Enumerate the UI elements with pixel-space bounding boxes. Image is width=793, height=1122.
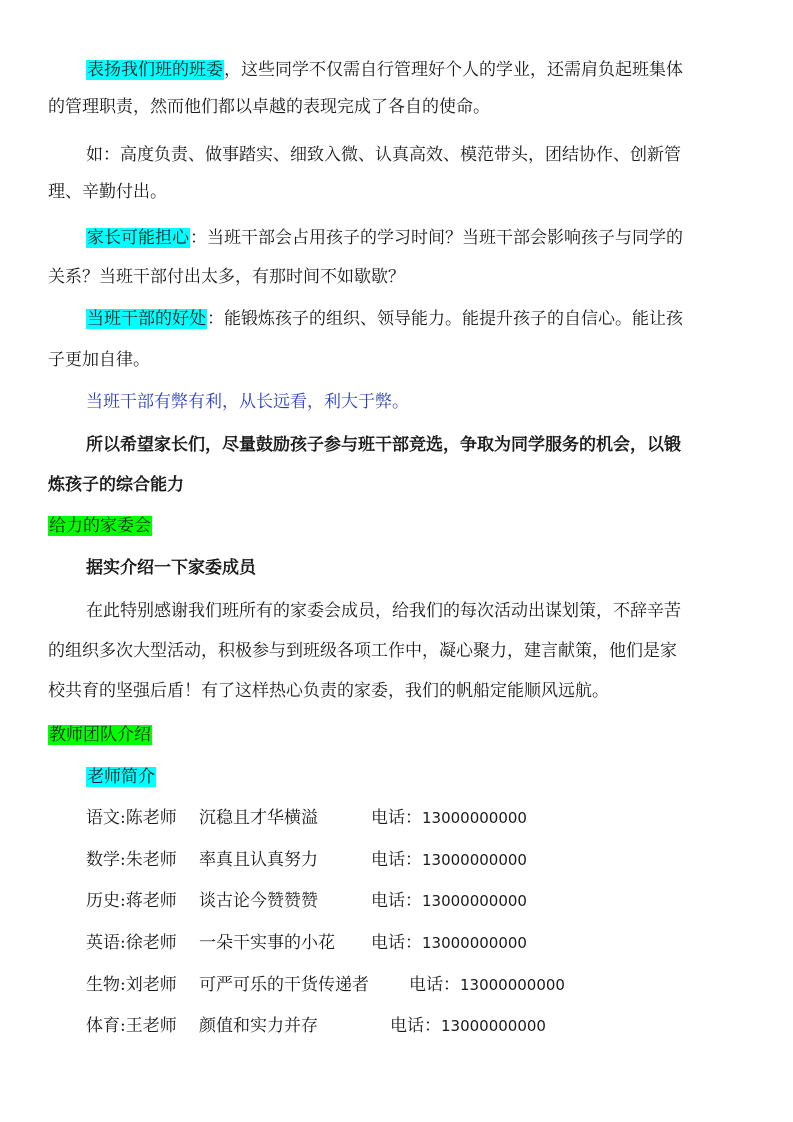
committee-section-title <box>48 511 152 541</box>
teacher-row <box>86 970 565 1000</box>
teacher-phone-label: 电话： <box>371 850 422 870</box>
teacher-subject: 语文:陈老师 <box>86 808 177 828</box>
committee-paragraph-line-3: 校共育的坚强后盾！有了这样热心负责的家委，我们的帆船定能顺风远航。 <box>48 681 609 701</box>
teacher-phone-label: 电话： <box>371 933 422 953</box>
teacher-description: 可严可乐的干货传递者 <box>199 975 369 995</box>
teachers-subtitle-highlight: 老师简介 <box>87 767 155 787</box>
benefits-line-2: 子更加自律。 <box>48 350 150 370</box>
praise-paragraph-line-2: 的管理职责，然而他们都以卓越的表现完成了各自的使命。 <box>48 97 490 117</box>
praise-paragraph-line-1 <box>86 55 683 85</box>
parents-worry-line-1 <box>86 223 683 253</box>
teacher-row <box>86 1011 546 1041</box>
benefits-line-1 <box>86 304 683 334</box>
teachers-subtitle <box>86 762 156 792</box>
teacher-phone-label: 电话： <box>390 1016 441 1036</box>
teacher-phone-label: 电话： <box>371 808 422 828</box>
benefits-highlight: 当班干部的好处 <box>87 309 206 329</box>
teacher-subject: 数学:朱老师 <box>86 850 177 870</box>
teacher-phone: 13000000000 <box>422 934 527 952</box>
teacher-description: 沉稳且才华横溢 <box>199 808 318 828</box>
praise-text: ，这些同学不仅需自行管理好个人的学业，还需肩负起班集体 <box>224 60 683 80</box>
committee-paragraph-line-1: 在此特别感谢我们班所有的家委会成员，给我们的每次活动出谋划策，不辞辛苦 <box>86 601 681 621</box>
teacher-subject: 英语:徐老师 <box>86 933 177 953</box>
teacher-row <box>86 845 527 875</box>
teacher-row <box>86 886 527 916</box>
pros-cons-summary: 当班干部有弊有利，从长远看，利大于弊。 <box>86 392 409 412</box>
parents-worry-line-2: 关系？当班干部付出太多，有那时间不如歇歇？ <box>48 267 405 287</box>
teacher-phone: 13000000000 <box>441 1017 546 1035</box>
teacher-subject: 生物:刘老师 <box>86 975 177 995</box>
teacher-subject: 体育:王老师 <box>86 1016 177 1036</box>
teacher-phone: 13000000000 <box>460 976 565 994</box>
teacher-phone-label: 电话： <box>409 975 460 995</box>
teacher-row <box>86 803 527 833</box>
encourage-line-2: 炼孩子的综合能力 <box>48 475 184 495</box>
committee-paragraph-line-2: 的组织多次大型活动，积极参与到班级各项工作中，凝心聚力，建言献策，他们是家 <box>48 641 677 661</box>
parents-worry-text: ：当班干部会占用孩子的学习时间？当班干部会影响孩子与同学的 <box>190 228 683 248</box>
teacher-phone: 13000000000 <box>422 809 527 827</box>
praise-highlight: 表扬我们班的班委 <box>87 60 223 80</box>
teacher-description: 颜值和实力并存 <box>199 1016 318 1036</box>
teacher-row <box>86 928 527 958</box>
teacher-description: 谈古论今赞赞赞 <box>199 891 318 911</box>
teacher-subject: 历史:蒋老师 <box>86 891 177 911</box>
teachers-section-title <box>48 720 152 750</box>
committee-section-highlight: 给力的家委会 <box>49 516 151 536</box>
traits-paragraph-line-1: 如：高度负责、做事踏实、细致入微、认真高效、模范带头，团结协作、创新管 <box>86 145 681 165</box>
teacher-description: 率真且认真努力 <box>199 850 318 870</box>
teacher-description: 一朵干实事的小花 <box>199 933 335 953</box>
teacher-phone: 13000000000 <box>422 851 527 869</box>
teachers-section-highlight: 教师团队介绍 <box>49 725 151 745</box>
traits-paragraph-line-2: 理、辛勤付出。 <box>48 182 167 202</box>
committee-subtitle: 据实介绍一下家委成员 <box>86 558 256 578</box>
teacher-phone: 13000000000 <box>422 892 527 910</box>
parents-worry-highlight: 家长可能担心 <box>87 228 189 248</box>
teacher-phone-label: 电话： <box>371 891 422 911</box>
encourage-line-1: 所以希望家长们，尽量鼓励孩子参与班干部竞选，争取为同学服务的机会，以锻 <box>86 435 681 455</box>
benefits-text: ：能锻炼孩子的组织、领导能力。能提升孩子的自信心。能让孩 <box>207 309 683 329</box>
